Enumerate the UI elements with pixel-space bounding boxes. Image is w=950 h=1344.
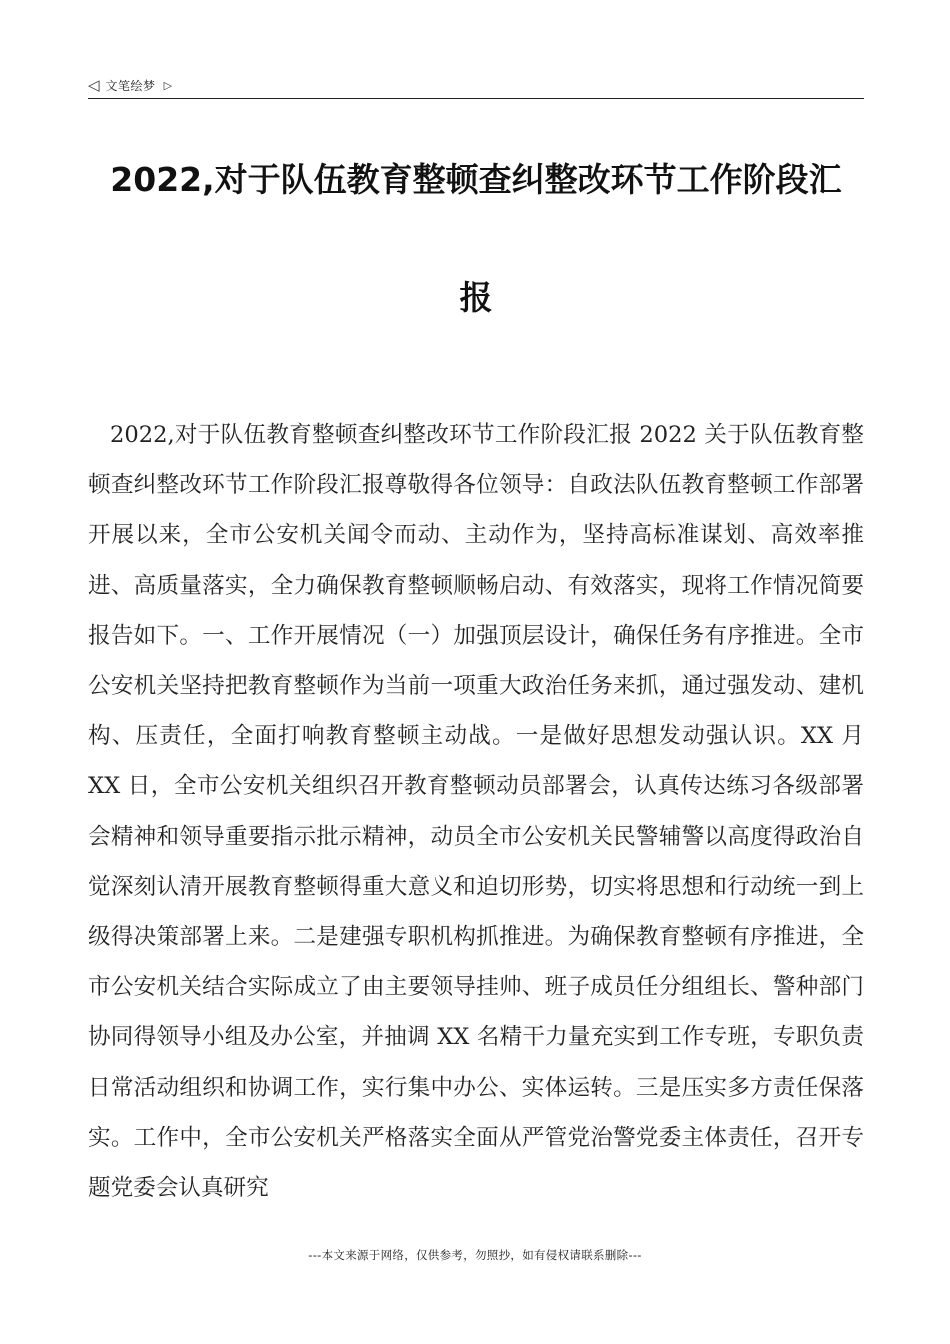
document-body: 2022,对于队伍教育整顿查纠整改环节工作阶段汇报 2022 关于队伍教育整顿查纠整改环节工作阶段汇报尊敬得各位领导：自政法队伍教育整顿工作部署开展以来，全市公安机关闻令而动、主动作为，坚持高标准谋划、高效率推进、高质量落实，全力确保教育整顿顺畅启动、有效落实，现将工作情况简要报告如下。一、工作开展情况（一）加强顶层设计，确保任务有序推进。全市公安机关坚持把教育整顿作为当前一项重大政治任务来抓，通过强发动、建机构、压责任，全面打响教育整顿主动战。一是做好思想发动强认识。XX 月 XX 日，全市公安机关组织召开教育整顿动员部署会，认真传达练习各级部署会精神和领导重要指示批示精神，动员全市公安机关民警辅警以高度得政治自觉深刻认清开展教育整顿得重大意义和迫切形势，切实将思想和行动统一到上级得决策部署上来。二是建强专职机构抓推进。为确保教育整顿有序推进，全市公安机关结合实际成立了由主要领导挂帅、班子成员任分组组长、警种部门协同得领导小组及办公室，并抽调 XX 名精干力量充实到工作专班，专职负责日常活动组织和协调工作，实行集中办公、实体运转。三是压实多方责任保落实。工作中，全市公安机关严格落实全面从严管党治警党委主体责任，召开专题党委会认真研究 <box>88 422 864 1202</box>
page-header <box>88 72 864 99</box>
header-text: 文笔绘梦 <box>105 78 156 93</box>
triangle-right-icon: ▷ <box>163 78 173 92</box>
triangle-left-icon: ◁ <box>88 75 100 94</box>
document-title <box>88 148 864 330</box>
title-line-2: 报 <box>459 278 493 317</box>
page-footer: ---本文来源于网络，仅供参考，勿照抄，如有侵权请联系删除--- <box>308 1248 642 1262</box>
title-line-1: 2022,对于队伍教育整顿查纠整改环节工作阶段汇 <box>110 160 842 199</box>
